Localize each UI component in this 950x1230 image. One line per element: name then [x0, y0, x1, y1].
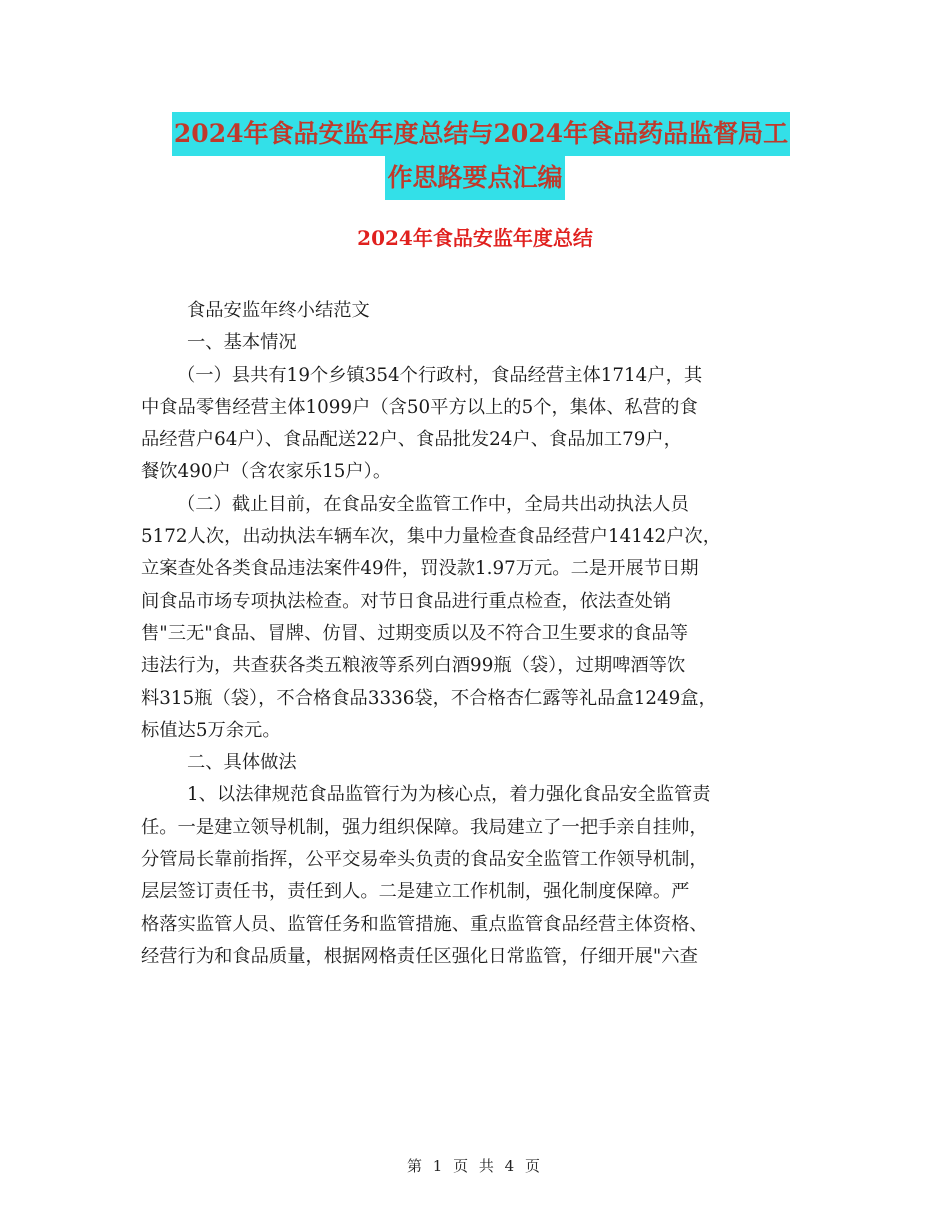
paragraph-line: 餐饮490户（含农家乐15户）。 [141, 461, 392, 483]
paragraph-line: 品经营户64户）、食品配送22户、食品批发24户、食品加工79户， [141, 429, 682, 451]
paragraph-line: 立案查处各类食品违法案件49件，罚没款1.97万元。二是开展节日期 [141, 558, 699, 580]
paragraph-line: 违法行为，共查获各类五粮液等系列白酒99瓶（袋），过期啤酒等饮 [141, 655, 686, 677]
paragraph-line: 1、以法律规范食品监管行为为核心点，着力强化食品安全监管责 [187, 784, 711, 806]
paragraph-line: 二、具体做法 [187, 752, 297, 774]
paragraph-line: 经营行为和食品质量，根据网格责任区强化日常监管，仔细开展"六查 [141, 945, 698, 967]
paragraph-line: 食品安监年终小结范文 [187, 300, 370, 321]
paragraph-line: 格落实监管人员、监管任务和监管措施、重点监管食品经营主体资格、 [141, 913, 708, 935]
paragraph-line: 售"三无"食品、冒牌、仿冒、过期变质以及不符合卫生要求的食品等 [141, 622, 688, 644]
paragraph-line: 5172人次，出动执法车辆车次，集中力量检查食品经营户14142户次， [141, 526, 721, 548]
title-line-1: 2024年食品安监年度总结与2024年食品药品监督局工 [172, 112, 790, 156]
document-body [141, 295, 821, 973]
paragraph-line: （二）截止目前，在食品安全监管工作中，全局共出动执法人员 [177, 493, 689, 515]
paragraph-line: 一、基本情况 [187, 332, 297, 354]
document-title [0, 112, 950, 200]
paragraph-line: 任。一是建立领导机制，强力组织保障。我局建立了一把手亲自挂帅， [141, 816, 708, 838]
paragraph-line: （一）县共有19个乡镇354个行政村，食品经营主体1714户，其 [177, 364, 703, 386]
title-line-2: 作思路要点汇编 [385, 156, 564, 200]
paragraph-line: 间食品市场专项执法检查。对节日食品进行重点检查，依法查处销 [141, 590, 672, 612]
section-heading: 2024年食品安监年度总结 [357, 226, 593, 250]
paragraph-line: 料315瓶（袋），不合格食品3336袋，不合格杏仁露等礼品盒1249盒， [141, 687, 717, 709]
paragraph-line: 层层签订责任书，责任到人。二是建立工作机制，强化制度保障。严 [141, 881, 690, 903]
page-number-footer: 第 1 页 共 4 页 [407, 1157, 543, 1175]
paragraph-line: 中食品零售经营主体1099户（含50平方以上的5个，集体、私营的食 [141, 396, 698, 418]
paragraph-line: 标值达5万余元。 [141, 719, 281, 741]
paragraph-line: 分管局长靠前指挥，公平交易牵头负责的食品安全监管工作领导机制， [141, 849, 708, 871]
